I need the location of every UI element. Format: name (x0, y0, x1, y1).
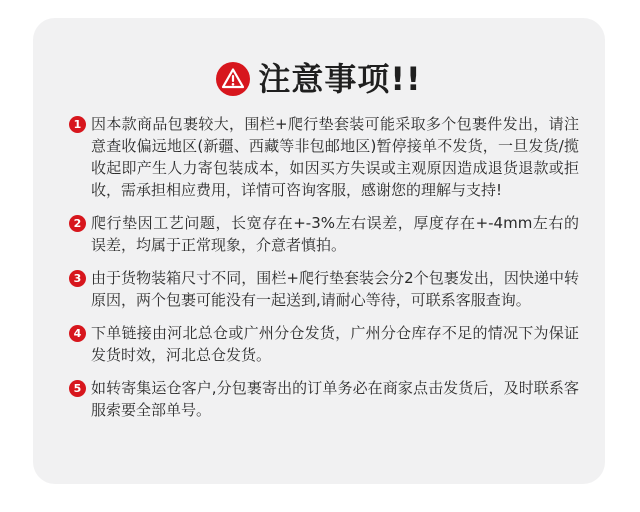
number-badge: 3 (69, 270, 86, 287)
number-badge: 1 (69, 116, 86, 133)
notice-text: 因本款商品包裹较大，围栏+爬行垫套装可能采取多个包裹件发出，请注意查收偏远地区(新疆、西藏等非包邮地区)暂停接单不发货，一旦发货/揽收起即产生人力寄包装成本，如因买方失误或主观原因造成退货退款或拒收，需承担相应费用，详情可咨询客服，感谢您的理解与支持! (91, 115, 579, 199)
notice-card (33, 18, 605, 484)
number-badge: 2 (69, 215, 86, 232)
notice-text: 爬行垫因工艺问题，长宽存在+-3%左右误差，厚度存在+-4mm左右的误差，均属于正常现象，介意者慎拍。 (91, 214, 579, 254)
number-badge: 4 (69, 325, 86, 342)
notice-item-4 (69, 322, 579, 366)
notice-text: 由于货物装箱尺寸不同，围栏+爬行垫套装会分2个包裹发出，因快递中转原因，两个包裹可能没有一起送到,请耐心等待，可联系客服查询。 (91, 269, 579, 309)
notice-item-5 (69, 377, 579, 421)
warning-triangle-icon (216, 62, 250, 96)
notice-title: 注意事项!! (258, 60, 422, 98)
notice-text: 下单链接由河北总仓或广州分仓发货，广州分仓库存不足的情况下为保证发货时效，河北总仓发货。 (91, 324, 579, 364)
notice-header (33, 58, 605, 100)
number-badge: 5 (69, 380, 86, 397)
notice-item-3 (69, 267, 579, 311)
notice-item-1 (69, 113, 579, 201)
notice-list (69, 113, 579, 432)
notice-text: 如转寄集运仓客户,分包裹寄出的订单务必在商家点击发货后，及时联系客服索要全部单号。 (91, 379, 579, 419)
notice-item-2 (69, 212, 579, 256)
